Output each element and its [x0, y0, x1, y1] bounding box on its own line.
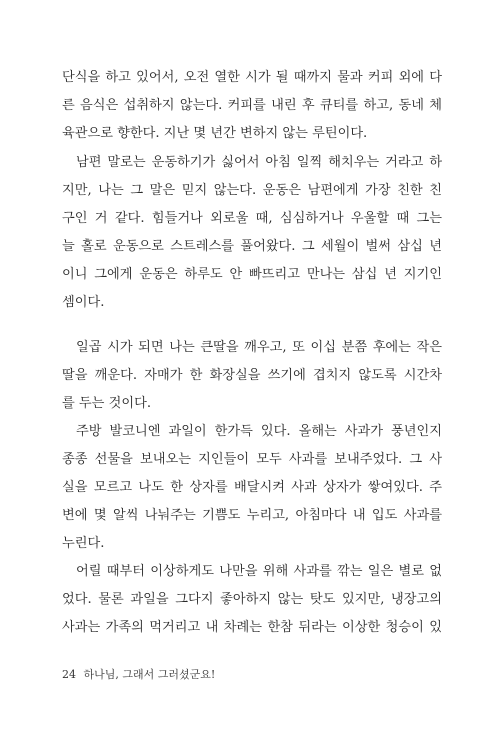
page-number: 24: [62, 668, 76, 681]
text-line: 늘 홀로 운동으로 스트레스를 풀어왔다. 그 세월이 벌써 삼십 년: [62, 239, 442, 254]
text-line: 셈이다.: [62, 295, 105, 310]
text-line: 어릴 때부터 이상하게도 나만을 위해 사과를 깎는 일은 별로 없: [76, 564, 442, 579]
text-line: 실을 모르고 나도 한 상자를 배달시켜 사과 상자가 쌓여있다. 주: [62, 480, 442, 495]
page-footer: [62, 667, 215, 683]
text-line: 누린다.: [62, 536, 105, 551]
text-line: 육관으로 향한다. 지난 몇 년간 변하지 않는 루틴이다.: [62, 126, 368, 141]
text-line: 단식을 하고 있어서, 오전 열한 시가 될 때까지 물과 커피 외에 다: [62, 70, 442, 85]
text-line: 었다. 물론 과일을 그다지 좋아하지 않는 탓도 있지만, 냉장고의: [62, 592, 442, 607]
text-line: 딸을 깨운다. 자매가 한 화장실을 쓰기에 겹치지 않도록 시간차: [62, 368, 442, 383]
text-line: 를 두는 것이다.: [62, 396, 152, 411]
text-line: 남편 말로는 운동하기가 싫어서 아침 일찍 해치우는 거라고 하: [76, 155, 442, 170]
running-title: 하나님, 그래서 그러셨군요!: [83, 668, 216, 681]
text-line: 변에 몇 알씩 나눠주는 기쁨도 누리고, 아침마다 내 입도 사과를: [62, 508, 442, 523]
text-line: 지만, 나는 그 말은 믿지 않는다. 운동은 남편에게 가장 친한 친: [62, 183, 442, 198]
text-line: 른 음식은 섭취하지 않는다. 커피를 내린 후 큐티를 하고, 동네 체: [62, 98, 442, 113]
text-line: 사과는 가족의 먹거리고 내 차례는 한참 뒤라는 이상한 청승이 있: [62, 620, 442, 635]
text-line: 구인 거 같다. 힘들거나 외로울 때, 심심하거나 우울할 때 그는: [62, 211, 442, 226]
text-line: 이니 그에게 운동은 하루도 안 빠뜨리고 만나는 삼십 년 지기인: [62, 267, 442, 282]
text-line: 일곱 시가 되면 나는 큰딸을 깨우고, 또 이십 분쯤 후에는 작은: [76, 340, 442, 355]
text-line: 주방 발코니엔 과일이 한가득 있다. 올해는 사과가 풍년인지: [76, 424, 442, 439]
text-line: 종종 선물을 보내오는 지인들이 모두 사과를 보내주었다. 그 사: [62, 452, 442, 467]
